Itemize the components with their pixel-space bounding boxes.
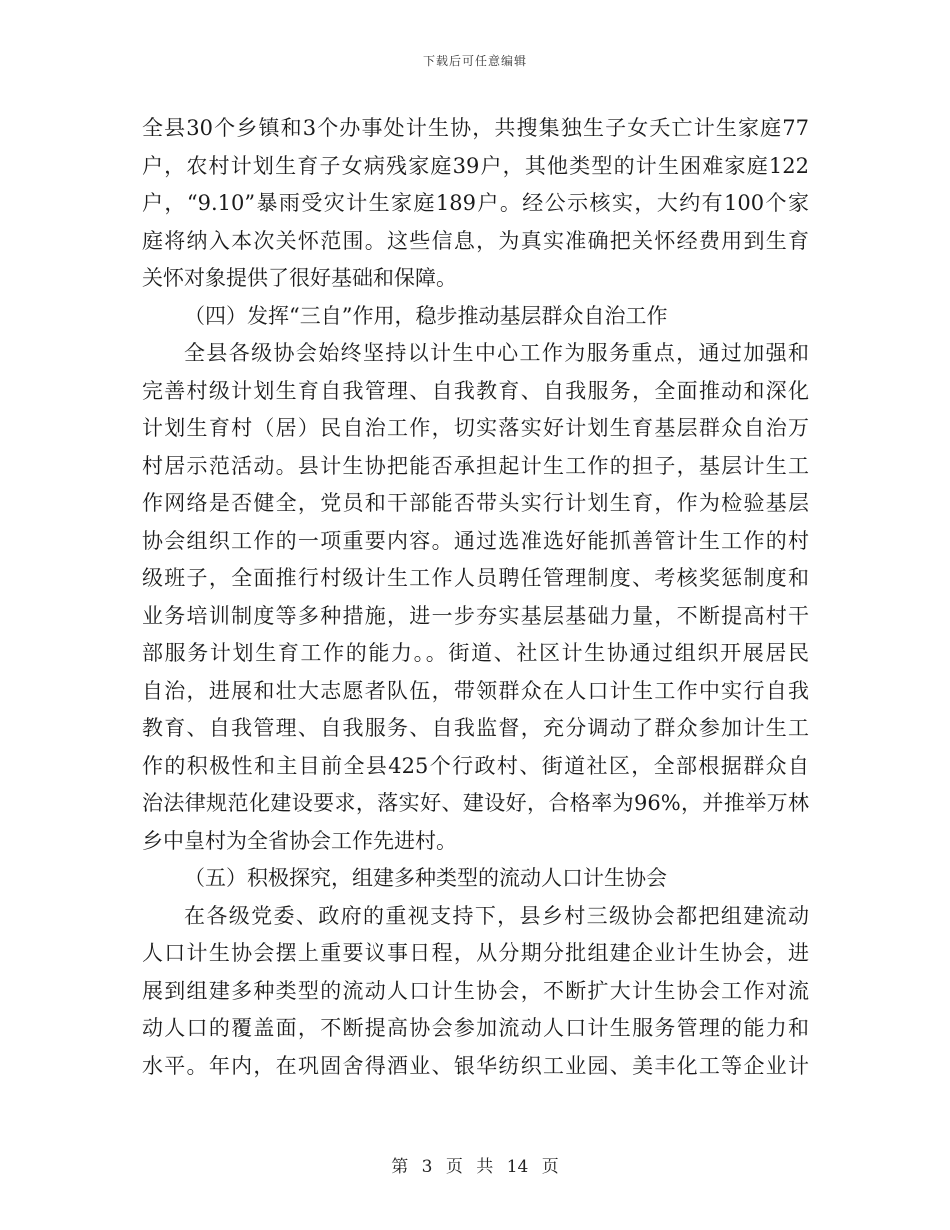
text-line: 级班子，全面推行村级计生工作人员聘任管理制度、考核奖惩制度和	[142, 566, 809, 590]
text-line: 户，“9.10”暴雨受灾计生家庭189户。经公示核实，大约有100个家	[142, 191, 809, 215]
text-line: 作的积极性和主目前全县425个行政村、街道社区，全部根据群众自	[142, 753, 809, 778]
text-line: 动人口的覆盖面，不断提高协会参加流动人口计生服务管理的能力和	[142, 1016, 809, 1040]
text-line: 全县30个乡镇和3个办事处计生协，共搜集独生子女夭亡计生家庭77	[142, 116, 809, 140]
text-line: 村居示范活动。县计生协把能否承担起计生工作的担子，基层计生工	[142, 453, 809, 478]
text-line: 部服务计划生育工作的能力。。街道、社区计生协通过组织开展居民	[142, 641, 809, 665]
text-line: 展到组建多种类型的流动人口计生协会，不断扩大计生协会工作对流	[142, 978, 809, 1003]
text-line: 协会组织工作的一项重要内容。通过选准选好能抓善管计生工作的村	[142, 528, 809, 553]
text-line: 业务培训制度等多种措施，进一步夯实基层基础力量，不断提高村干	[142, 603, 809, 628]
text-line: 水平。年内，在巩固舍得酒业、银华纺织工业园、美丰化工等企业计	[142, 1053, 809, 1078]
text-line: 治法律规范化建设要求，落实好、建设好，合格率为96%，并推举万林	[142, 791, 809, 815]
paragraph-first-line: （四）发挥“三自”作用，稳步推动基层群众自治工作	[184, 303, 668, 328]
text-line: 户，农村计划生育子女病残家庭39户，其他类型的计生困难家庭122	[142, 153, 809, 178]
text-line: 作网络是否健全，党员和干部能否带头实行计划生育，作为检验基层	[142, 491, 809, 515]
paragraph-first-line: （五）积极探究，组建多种类型的流动人口计生协会	[184, 866, 667, 890]
paragraph-first-line: 全县各级协会始终坚持以计生中心工作为服务重点，通过加强和	[184, 341, 809, 365]
page-header: 下载后可任意编辑	[422, 54, 527, 68]
text-line: 庭将纳入本次关怀范围。这些信息，为真实准确把关怀经费用到生育	[142, 228, 809, 253]
text-line: 教育、自我管理、自我服务、自我监督，充分调动了群众参加计生工	[142, 716, 809, 740]
paragraph-first-line: 在各级党委、政府的重视支持下，县乡村三级协会都把组建流动	[184, 903, 809, 928]
text-line: 自治，进展和壮大志愿者队伍，带领群众在人口计生工作中实行自我	[142, 678, 809, 703]
text-line: 计划生育村（居）民自治工作，切实落实好计划生育基层群众自治万	[142, 416, 809, 440]
document-body	[142, 110, 809, 1085]
text-line: 完善村级计划生育自我管理、自我教育、自我服务，全面推动和深化	[142, 378, 809, 403]
text-line: 乡中皇村为全省协会工作先进村。	[142, 828, 457, 853]
page-footer: 第 3 页 共 14 页	[391, 1157, 559, 1177]
text-line: 关怀对象提供了很好基础和保障。	[142, 266, 457, 290]
text-line: 人口计生协会摆上重要议事日程，从分期分批组建企业计生协会，进	[142, 941, 809, 965]
